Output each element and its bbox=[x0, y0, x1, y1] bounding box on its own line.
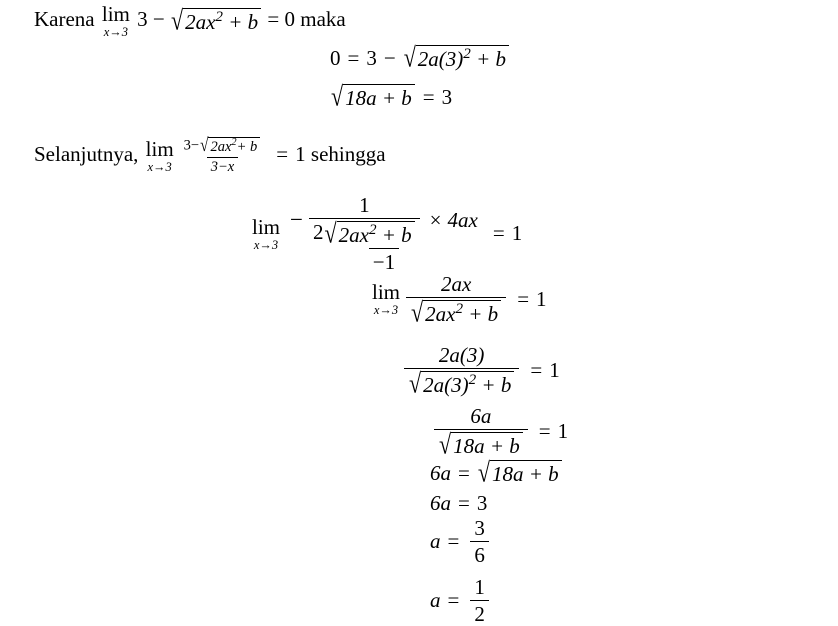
lim-label: lim bbox=[101, 2, 130, 26]
rhs-1: 1 bbox=[511, 221, 523, 246]
line-4 bbox=[34, 134, 386, 175]
sqrt-18a-plus-b bbox=[439, 428, 523, 461]
radicand bbox=[451, 432, 523, 458]
term-plus-b: + b bbox=[468, 302, 499, 327]
exponent-2: 2 bbox=[463, 46, 471, 62]
sqrt-2a3sq-plus-b bbox=[403, 41, 509, 73]
times-sign: × bbox=[429, 208, 442, 233]
line-5 bbox=[250, 193, 522, 275]
lim-subscript: x→3 bbox=[103, 25, 129, 39]
equals-sign: = bbox=[538, 418, 551, 443]
sqrt-2axsq-plus-b bbox=[324, 217, 415, 250]
line-8 bbox=[430, 404, 569, 461]
fraction-line8 bbox=[434, 404, 528, 461]
exponent-2: 2 bbox=[368, 222, 377, 239]
term-plus-b: + b bbox=[476, 47, 507, 71]
inner-numerator: 1 bbox=[359, 193, 370, 217]
term-2a3: 2a(3) bbox=[423, 373, 469, 398]
fraction-1-over-2 bbox=[470, 575, 489, 626]
term-plus-b: + b bbox=[528, 462, 559, 486]
sqrt-18a-plus-b bbox=[477, 456, 562, 488]
term-0: 0 bbox=[284, 7, 295, 32]
term-plus-b: + b bbox=[236, 139, 258, 155]
term-2ax: 2ax bbox=[338, 223, 369, 248]
outer-numerator bbox=[286, 193, 482, 248]
term-18a: 18a bbox=[491, 462, 524, 486]
fraction-denominator bbox=[434, 428, 528, 461]
fraction-line7 bbox=[404, 343, 519, 400]
exponent-2: 2 bbox=[455, 301, 464, 318]
term-plus-b: + b bbox=[489, 434, 520, 459]
fraction-numerator: 6a bbox=[470, 404, 492, 428]
term-2ax: 2ax bbox=[425, 302, 456, 327]
minus-sign: − bbox=[383, 46, 396, 70]
rhs-3: 3 bbox=[476, 491, 488, 515]
surd-icon: √ bbox=[411, 296, 424, 329]
radicand bbox=[490, 460, 562, 487]
exponent-2: 2 bbox=[468, 372, 477, 389]
lim-label: lim bbox=[372, 279, 401, 304]
equals-sign: = bbox=[267, 7, 280, 32]
equals-sign: = bbox=[517, 286, 530, 311]
fraction-numerator bbox=[180, 134, 266, 157]
lhs-6a: 6a bbox=[430, 491, 451, 515]
text-selanjutnya: Selanjutnya, bbox=[34, 141, 139, 166]
surd-icon: √ bbox=[331, 80, 344, 112]
term-18a: 18a bbox=[453, 434, 485, 459]
fraction-numerator: 1 bbox=[474, 575, 485, 599]
exponent-2: 2 bbox=[215, 8, 223, 25]
rhs-1: 1 bbox=[295, 141, 306, 166]
rhs-1: 1 bbox=[549, 357, 560, 382]
surd-icon: √ bbox=[200, 134, 209, 156]
limit-operator-3 bbox=[252, 214, 281, 252]
equals-sign: = bbox=[530, 357, 543, 382]
limit-operator-4 bbox=[372, 279, 401, 317]
surd-icon: √ bbox=[324, 217, 337, 250]
lim-subscript: x→3 bbox=[373, 302, 399, 317]
term-3: 3 bbox=[366, 46, 377, 70]
line-9 bbox=[430, 456, 563, 488]
term-plus-b: + b bbox=[381, 86, 412, 110]
radicand bbox=[343, 84, 415, 111]
equals-sign: = bbox=[447, 588, 460, 613]
lhs-a: a bbox=[430, 588, 441, 613]
line-12 bbox=[430, 575, 493, 626]
fraction-line6 bbox=[406, 272, 506, 329]
term-plus-b: + b bbox=[381, 223, 412, 248]
outer-denominator: −1 bbox=[369, 248, 399, 274]
coef-2: 2 bbox=[313, 220, 324, 245]
equals-sign: = bbox=[276, 141, 289, 166]
text-karena: Karena bbox=[34, 7, 95, 32]
surd-icon: √ bbox=[477, 456, 490, 488]
lim-subscript: x→3 bbox=[147, 159, 172, 174]
inner-denominator bbox=[309, 217, 420, 250]
lhs-0: 0 bbox=[330, 46, 341, 70]
radicand bbox=[423, 300, 501, 326]
sqrt-2axsq-plus-b bbox=[170, 4, 261, 36]
equals-sign: = bbox=[458, 491, 470, 515]
equals-sign: = bbox=[492, 221, 505, 246]
radicand bbox=[208, 137, 260, 156]
surd-icon: √ bbox=[439, 428, 452, 461]
equals-sign: = bbox=[458, 461, 470, 485]
line-10 bbox=[430, 491, 487, 516]
term-4ax: 4ax bbox=[447, 208, 478, 233]
equals-sign: = bbox=[422, 85, 435, 109]
limit-operator-1 bbox=[102, 4, 130, 39]
lhs-6a: 6a bbox=[430, 461, 451, 485]
term-3: 3 bbox=[137, 7, 148, 32]
line-7 bbox=[400, 343, 560, 400]
equals-sign: = bbox=[447, 529, 460, 554]
fraction-denominator: 2 bbox=[470, 600, 489, 626]
lhs-a: a bbox=[430, 529, 441, 554]
radicand bbox=[416, 45, 509, 72]
lim-subscript: x→3 bbox=[253, 237, 279, 252]
text-sehingga: sehingga bbox=[310, 141, 386, 166]
sqrt-18a-plus-b bbox=[331, 80, 415, 112]
lim-label: lim bbox=[252, 214, 281, 239]
line-3 bbox=[330, 80, 453, 112]
line-2 bbox=[330, 41, 510, 73]
lim-label: lim bbox=[145, 136, 174, 161]
fraction-denominator bbox=[404, 367, 519, 400]
surd-icon: √ bbox=[170, 4, 184, 36]
rhs-1: 1 bbox=[557, 418, 569, 443]
term-plus-b: + b bbox=[481, 373, 512, 398]
outer-fraction-line5 bbox=[286, 193, 482, 275]
minus-sign: − bbox=[152, 7, 165, 32]
sqrt-2a3sq-plus-b bbox=[409, 367, 514, 400]
fraction-numerator: 2a(3) bbox=[438, 343, 485, 367]
fraction-line4 bbox=[180, 134, 266, 175]
sqrt-2axsq-plus-b bbox=[411, 296, 501, 329]
inner-fraction bbox=[309, 193, 420, 250]
line-6 bbox=[370, 272, 547, 329]
fraction-3-over-6 bbox=[470, 516, 489, 567]
sqrt-2axsq-plus-b bbox=[200, 134, 260, 156]
term-2a3: 2a(3) bbox=[417, 47, 464, 71]
surd-icon: √ bbox=[403, 41, 416, 73]
minus-sign: − bbox=[290, 206, 303, 232]
term-2ax: 2ax bbox=[210, 139, 232, 155]
term-18a: 18a bbox=[345, 86, 377, 110]
equals-sign: = bbox=[347, 46, 360, 70]
text-maka: maka bbox=[300, 7, 346, 32]
term-2ax: 2ax bbox=[185, 9, 216, 34]
fraction-denominator: 3−x bbox=[207, 157, 238, 176]
num-prefix: 3− bbox=[183, 137, 200, 154]
line-1 bbox=[34, 4, 346, 39]
surd-icon: √ bbox=[409, 367, 422, 400]
fraction-denominator: 6 bbox=[470, 541, 489, 567]
rhs-1: 1 bbox=[536, 286, 547, 311]
fraction-denominator bbox=[406, 296, 506, 329]
limit-operator-2 bbox=[145, 136, 174, 174]
fraction-numerator: 3 bbox=[474, 516, 485, 540]
fraction-numerator: 2ax bbox=[440, 272, 472, 296]
term-plus-b: + b bbox=[228, 9, 259, 34]
exponent-2: 2 bbox=[231, 137, 237, 149]
rhs-3: 3 bbox=[441, 85, 453, 109]
line-11 bbox=[430, 516, 493, 567]
radicand bbox=[337, 221, 415, 247]
radicand bbox=[183, 8, 261, 35]
radicand bbox=[421, 371, 514, 397]
